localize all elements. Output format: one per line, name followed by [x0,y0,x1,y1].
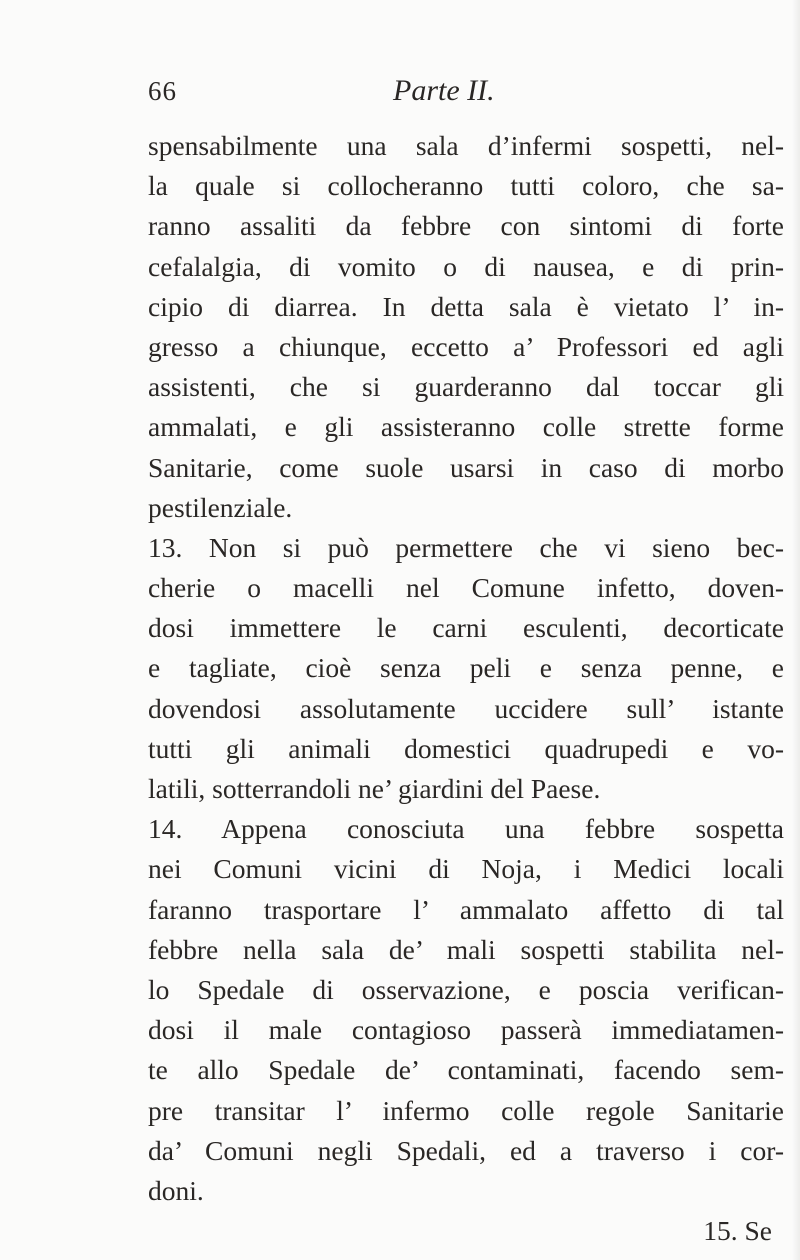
text-line: pre transitar l’ infermo colle regole Sanitarie [148,1094,784,1126]
page-number: 66 [148,76,177,106]
running-title: Parte II. [393,74,495,107]
text-line: ranno assaliti da febbre con sintomi di forte [148,210,784,242]
text-line: latili, sotterrandoli ne’ giardini del Paese. [148,773,601,804]
text-line: dovendosi assolutamente uccidere sull’ istante [148,692,784,724]
body-text [148,126,784,1251]
text-line: ammalati, e gli assisteranno colle strette forme [148,411,784,443]
text-line: 13. Non si può permettere che vi sieno bec- [148,531,784,563]
text-line: e tagliate, cioè senza peli e senza penne, e [148,652,784,684]
catchword: 15. Se [703,1215,772,1247]
page-header [148,76,768,116]
text-line: cherie o macelli nel Comune infetto, doven- [148,572,784,604]
text-line: dosi immettere le carni esculenti, decorticate [148,612,784,644]
text-line: gresso a chiunque, eccetto a’ Professori ed agli [148,330,784,362]
text-line: nei Comuni vicini di Noja, i Medici locali [148,853,784,885]
text-line: da’ Comuni negli Spedali, ed a traverso i cor- [148,1134,784,1166]
page-edge-shadow [792,0,800,1260]
text-line: 14. Appena conosciuta una febbre sospetta [148,813,784,845]
text-line: cipio di diarrea. In detta sala è vietato l’ in- [148,290,784,322]
text-line: te allo Spedale de’ contaminati, facendo sem- [148,1054,784,1086]
text-line: dosi il male contagioso passerà immediatamen- [148,1014,784,1046]
text-line: la quale si collocheranno tutti coloro, che sa- [148,170,784,202]
text-line: spensabilmente una sala d’infermi sospetti, nel- [148,130,784,161]
text-line: Sanitarie, come suole usarsi in caso di morbo [148,451,784,483]
text-line: febbre nella sala de’ mali sospetti stabilita nel- [148,933,784,965]
text-line: faranno trasportare l’ ammalato affetto di tal [148,893,784,925]
text-line: assistenti, che si guarderanno dal toccar gli [148,371,784,403]
text-line: cefalalgia, di vomito o di nausea, e di prin- [148,250,784,282]
text-line: pestilenziale. [148,491,293,523]
text-line: doni. [148,1174,204,1206]
text-line: tutti gli animali domestici quadrupedi e vo- [148,732,784,764]
text-line: lo Spedale di osservazione, e poscia verifican- [148,973,784,1005]
